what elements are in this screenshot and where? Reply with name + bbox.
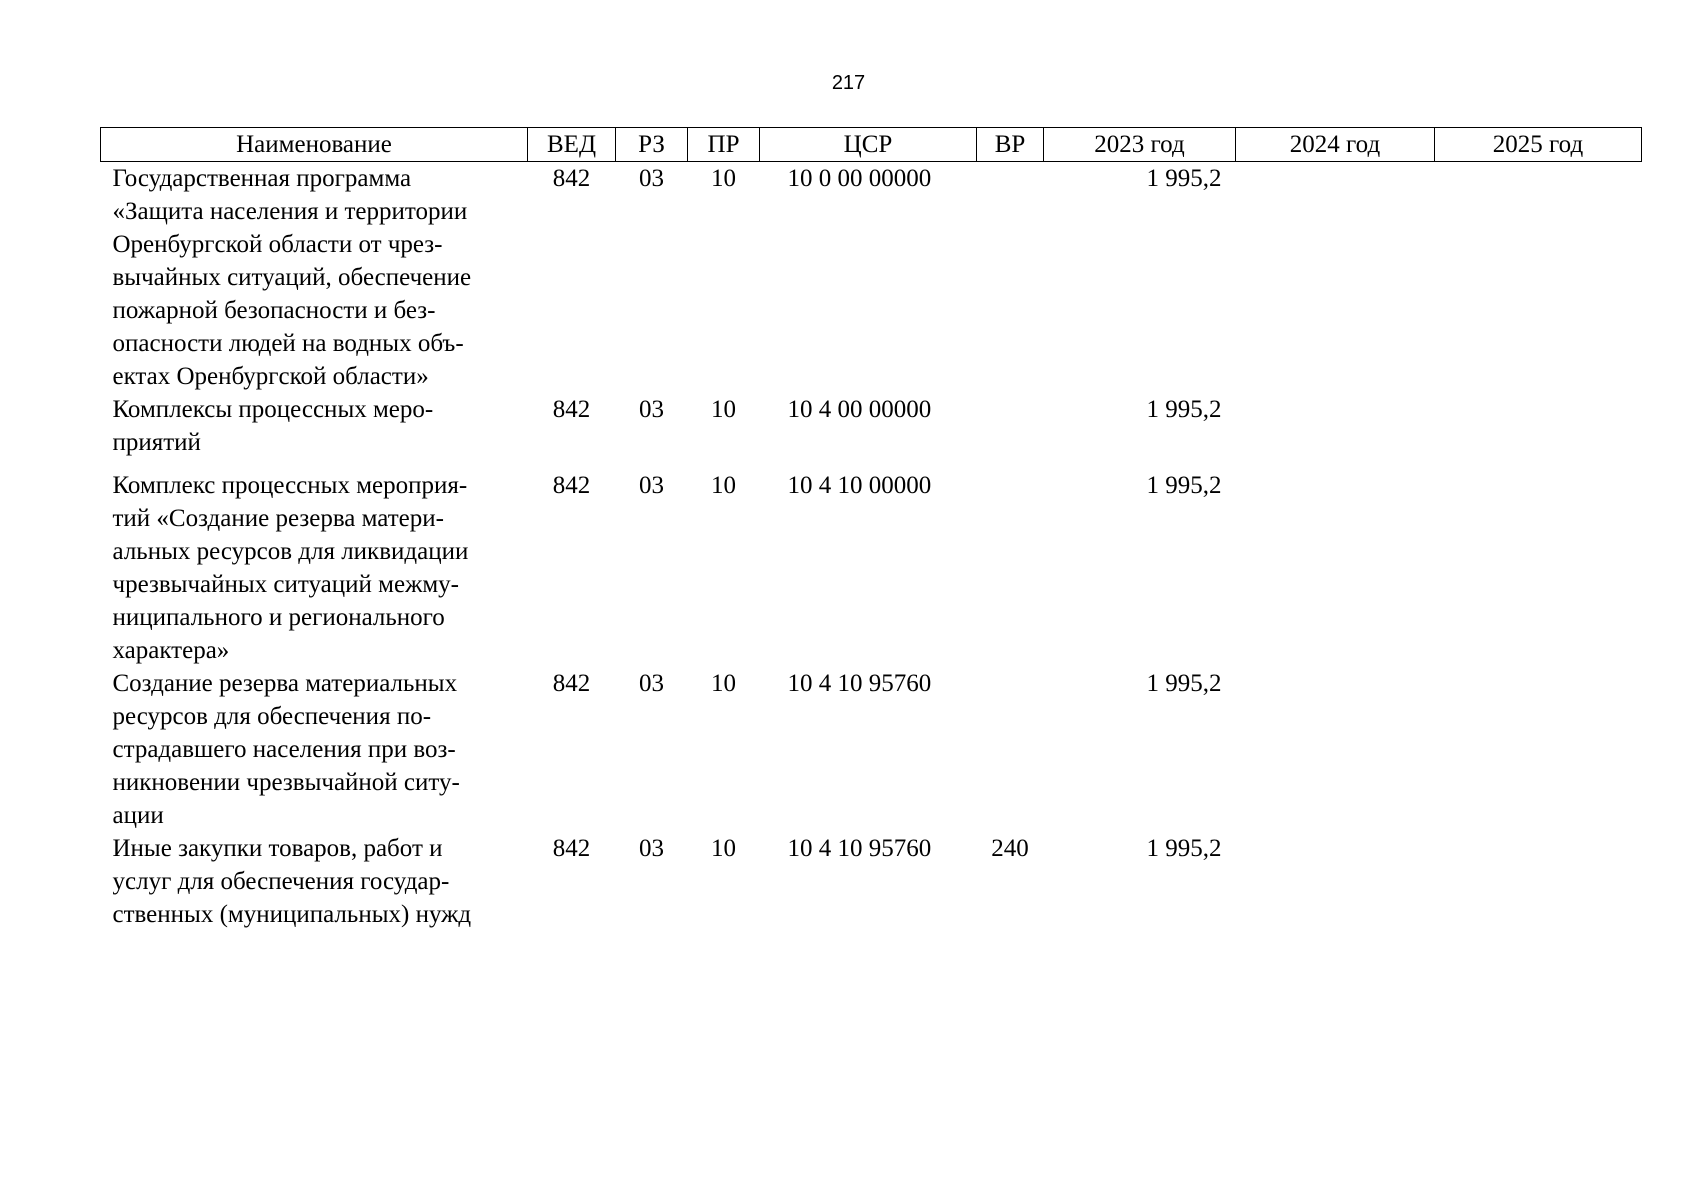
table-row [101, 667, 1642, 832]
row-name: Иные закупки товаров, работ и услуг для обеспечения государ- ственных (муниципальных) нужд [112, 835, 472, 928]
row-rz: 03 [639, 835, 664, 862]
row-2025 [1435, 667, 1642, 832]
row-pr: 10 [711, 472, 736, 499]
row-2025 [1435, 162, 1642, 394]
row-ved: 842 [552, 670, 591, 697]
table-row [101, 162, 1642, 394]
row-2024 [1236, 469, 1435, 667]
header-rz: РЗ [616, 128, 688, 162]
budget-table [100, 127, 1642, 931]
row-pr: 10 [711, 670, 736, 697]
row-name: Комплексы процессных меро- приятий [112, 396, 434, 456]
table-row [101, 393, 1642, 469]
table-row [101, 832, 1642, 931]
row-2025 [1435, 469, 1642, 667]
header-name: Наименование [101, 128, 528, 162]
row-rz: 03 [639, 165, 664, 192]
row-rz: 03 [639, 396, 664, 423]
row-pr: 10 [711, 396, 736, 423]
row-vr [977, 393, 1044, 469]
row-csr: 10 4 00 00000 [787, 396, 932, 423]
header-2024: 2024 год [1236, 128, 1435, 162]
header-ved: ВЕД [528, 128, 616, 162]
row-2024 [1236, 667, 1435, 832]
row-2023: 1 995,2 [1146, 396, 1222, 423]
row-csr: 10 4 10 95760 [787, 670, 932, 697]
row-rz: 03 [639, 472, 664, 499]
row-ved: 842 [552, 835, 591, 862]
table-row [101, 469, 1642, 667]
row-csr: 10 0 00 00000 [787, 165, 932, 192]
header-csr: ЦСР [760, 128, 977, 162]
row-name: Создание резерва материальных ресурсов для обеспечения по- страдавшего населения при воз- никновении чрезвычайной ситу- ации [112, 670, 460, 829]
row-name: Государственная программа «Защита населения и территории Оренбургской области от чрез- вычайных ситуаций, обеспечение пожарной безопасности и без- опасности людей на водных объ- ектах Оренбургской области» [112, 165, 472, 390]
header-2023: 2023 год [1044, 128, 1236, 162]
header-2025: 2025 год [1435, 128, 1642, 162]
page-number: 217 [831, 72, 866, 94]
row-vr [977, 162, 1044, 394]
row-vr [977, 469, 1044, 667]
row-name: Комплекс процессных мероприя- тий «Создание резерва матери- альных ресурсов для ликвидации чрезвычайных ситуаций межму- ниципального и регионального характера» [112, 472, 469, 664]
row-2024 [1236, 162, 1435, 394]
row-vr: 240 [991, 835, 1029, 862]
row-2023: 1 995,2 [1146, 165, 1222, 192]
header-pr: ПР [688, 128, 760, 162]
header-vr: ВР [977, 128, 1044, 162]
row-2024 [1236, 393, 1435, 469]
row-pr: 10 [711, 835, 736, 862]
row-pr: 10 [711, 165, 736, 192]
row-ved: 842 [552, 396, 591, 423]
row-ved: 842 [552, 472, 591, 499]
row-csr: 10 4 10 00000 [787, 472, 932, 499]
row-2025 [1435, 393, 1642, 469]
row-rz: 03 [639, 670, 664, 697]
row-2023: 1 995,2 [1146, 835, 1222, 862]
row-2025 [1435, 832, 1642, 931]
row-csr: 10 4 10 95760 [787, 835, 932, 862]
row-vr [977, 667, 1044, 832]
row-2023: 1 995,2 [1146, 670, 1222, 697]
header-row [101, 128, 1642, 162]
row-ved: 842 [552, 165, 591, 192]
row-2023: 1 995,2 [1146, 472, 1222, 499]
row-2024 [1236, 832, 1435, 931]
